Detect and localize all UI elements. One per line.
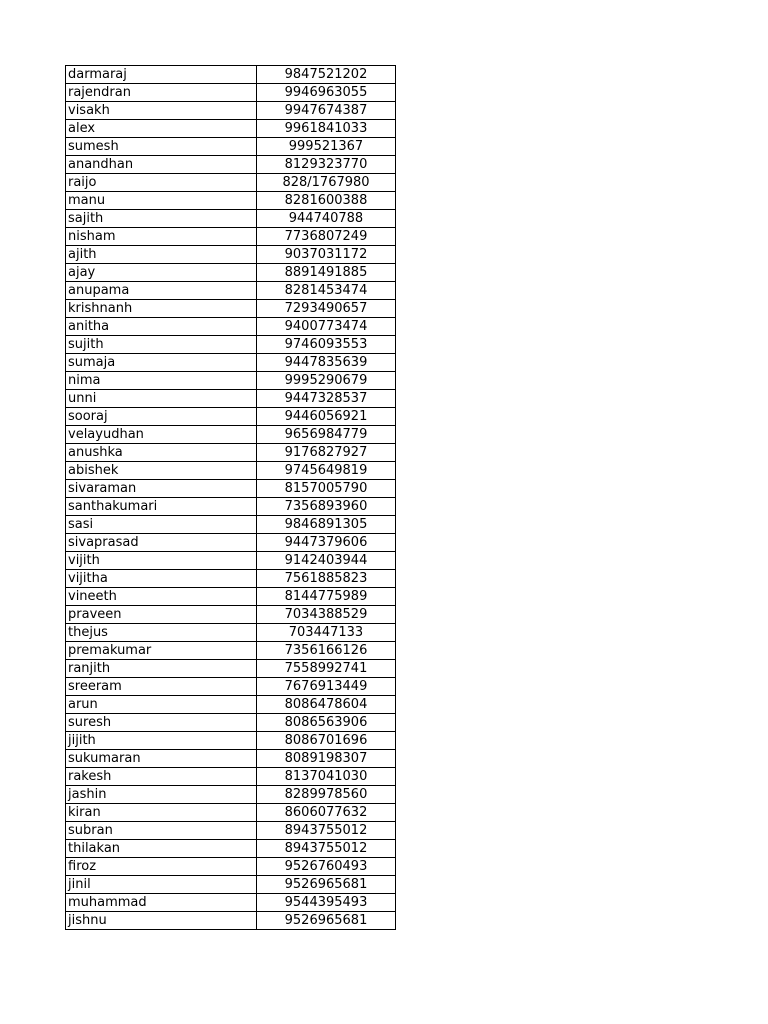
contact-name-cell: anushka [66,444,257,462]
table-row [66,282,396,300]
contact-phone-cell: 9447328537 [257,390,396,408]
contact-phone-cell: 9656984779 [257,426,396,444]
contact-phone-cell: 9142403944 [257,552,396,570]
table-row [66,660,396,678]
table-row [66,624,396,642]
table-row [66,498,396,516]
contact-name-cell: sooraj [66,408,257,426]
contact-phone-cell: 8086478604 [257,696,396,714]
contact-phone-cell: 9745649819 [257,462,396,480]
contact-phone-cell: 9526965681 [257,912,396,930]
contact-rows [66,66,396,930]
contact-name-cell: rajendran [66,84,257,102]
table-row [66,858,396,876]
table-row [66,894,396,912]
contact-phone-cell: 9037031172 [257,246,396,264]
table-row [66,228,396,246]
contact-name-cell: vineeth [66,588,257,606]
contact-name-cell: sivaraman [66,480,257,498]
table-row [66,696,396,714]
contact-name-cell: anitha [66,318,257,336]
contact-name-cell: ranjith [66,660,257,678]
table-row [66,336,396,354]
contact-phone-cell: 9526760493 [257,858,396,876]
contact-phone-cell: 999521367 [257,138,396,156]
contact-phone-cell: 9847521202 [257,66,396,84]
table-row [66,390,396,408]
table-row [66,138,396,156]
contact-name-cell: visakh [66,102,257,120]
contact-phone-cell: 8606077632 [257,804,396,822]
contact-name-cell: vijith [66,552,257,570]
contact-phone-cell: 8137041030 [257,768,396,786]
table-row [66,264,396,282]
contact-phone-cell: 7293490657 [257,300,396,318]
contact-phone-cell: 8086701696 [257,732,396,750]
contact-name-cell: sivaprasad [66,534,257,552]
table-row [66,246,396,264]
contact-name-cell: sajith [66,210,257,228]
table-row [66,210,396,228]
table-row [66,174,396,192]
contact-phone-cell: 9846891305 [257,516,396,534]
contact-name-cell: anandhan [66,156,257,174]
contact-phone-cell: 9526965681 [257,876,396,894]
contact-phone-cell: 9447379606 [257,534,396,552]
contact-name-cell: sreeram [66,678,257,696]
table-row [66,570,396,588]
contact-name-cell: rakesh [66,768,257,786]
table-row [66,678,396,696]
table-row [66,300,396,318]
contact-name-cell: firoz [66,858,257,876]
contact-name-cell: unni [66,390,257,408]
table-row [66,714,396,732]
table-row [66,822,396,840]
contact-name-cell: nima [66,372,257,390]
table-row [66,120,396,138]
contact-name-cell: thejus [66,624,257,642]
contact-phone-cell: 9946963055 [257,84,396,102]
contact-phone-cell: 9400773474 [257,318,396,336]
table-row [66,768,396,786]
contact-name-cell: sumaja [66,354,257,372]
contact-name-cell: ajith [66,246,257,264]
contact-phone-cell: 944740788 [257,210,396,228]
contact-name-cell: jijith [66,732,257,750]
table-row [66,840,396,858]
contact-phone-cell: 8089198307 [257,750,396,768]
table-row [66,102,396,120]
table-row [66,534,396,552]
table-row [66,318,396,336]
contact-name-cell: raijo [66,174,257,192]
contact-phone-cell: 9995290679 [257,372,396,390]
contact-name-cell: subran [66,822,257,840]
contact-phone-cell: 7558992741 [257,660,396,678]
contact-phone-cell: 9447835639 [257,354,396,372]
contact-name-cell: sukumaran [66,750,257,768]
contact-phone-cell: 9176827927 [257,444,396,462]
contact-phone-cell: 8943755012 [257,840,396,858]
contact-phone-cell: 828/1767980 [257,174,396,192]
contact-name-cell: muhammad [66,894,257,912]
contact-phone-cell: 9947674387 [257,102,396,120]
table-row [66,912,396,930]
table-row [66,192,396,210]
contact-name-cell: velayudhan [66,426,257,444]
contact-phone-cell: 7561885823 [257,570,396,588]
contact-name-cell: praveen [66,606,257,624]
table-row [66,354,396,372]
contact-name-cell: krishnanh [66,300,257,318]
contact-name-cell: darmaraj [66,66,257,84]
contact-name-cell: sumesh [66,138,257,156]
contact-phone-cell: 8086563906 [257,714,396,732]
table-row [66,750,396,768]
table-row [66,480,396,498]
contact-phone-cell: 7356893960 [257,498,396,516]
table-row [66,444,396,462]
table-row [66,732,396,750]
table-row [66,372,396,390]
table-row [66,426,396,444]
contact-phone-cell: 8144775989 [257,588,396,606]
table-row [66,786,396,804]
contact-phone-cell: 9446056921 [257,408,396,426]
table-row [66,588,396,606]
table-row [66,408,396,426]
contact-name-cell: ajay [66,264,257,282]
table-row [66,804,396,822]
contact-name-cell: sujith [66,336,257,354]
contact-phone-cell: 7034388529 [257,606,396,624]
table-row [66,516,396,534]
contact-name-cell: thilakan [66,840,257,858]
contact-name-cell: anupama [66,282,257,300]
contact-phone-cell: 7356166126 [257,642,396,660]
contact-table [65,65,396,930]
contact-phone-cell: 8943755012 [257,822,396,840]
contact-phone-cell: 8289978560 [257,786,396,804]
contact-name-cell: arun [66,696,257,714]
contact-name-cell: manu [66,192,257,210]
contact-name-cell: abishek [66,462,257,480]
contact-phone-cell: 8281600388 [257,192,396,210]
contact-name-cell: kiran [66,804,257,822]
contact-phone-cell: 8281453474 [257,282,396,300]
table-row [66,876,396,894]
table-row [66,462,396,480]
contact-phone-cell: 9961841033 [257,120,396,138]
table-row [66,84,396,102]
contact-phone-cell: 8891491885 [257,264,396,282]
table-row [66,606,396,624]
table-row [66,642,396,660]
contact-name-cell: jishnu [66,912,257,930]
contact-name-cell: suresh [66,714,257,732]
contact-name-cell: sasi [66,516,257,534]
contact-name-cell: jashin [66,786,257,804]
contact-name-cell: premakumar [66,642,257,660]
contact-phone-cell: 7676913449 [257,678,396,696]
contact-phone-cell: 8157005790 [257,480,396,498]
contact-phone-cell: 9544395493 [257,894,396,912]
contact-name-cell: jinil [66,876,257,894]
contact-phone-cell: 7736807249 [257,228,396,246]
table-row [66,156,396,174]
contact-name-cell: santhakumari [66,498,257,516]
contact-name-cell: vijitha [66,570,257,588]
contact-phone-cell: 9746093553 [257,336,396,354]
contact-name-cell: alex [66,120,257,138]
table-row [66,552,396,570]
contact-phone-cell: 703447133 [257,624,396,642]
contact-name-cell: nisham [66,228,257,246]
table-row [66,66,396,84]
contact-phone-cell: 8129323770 [257,156,396,174]
